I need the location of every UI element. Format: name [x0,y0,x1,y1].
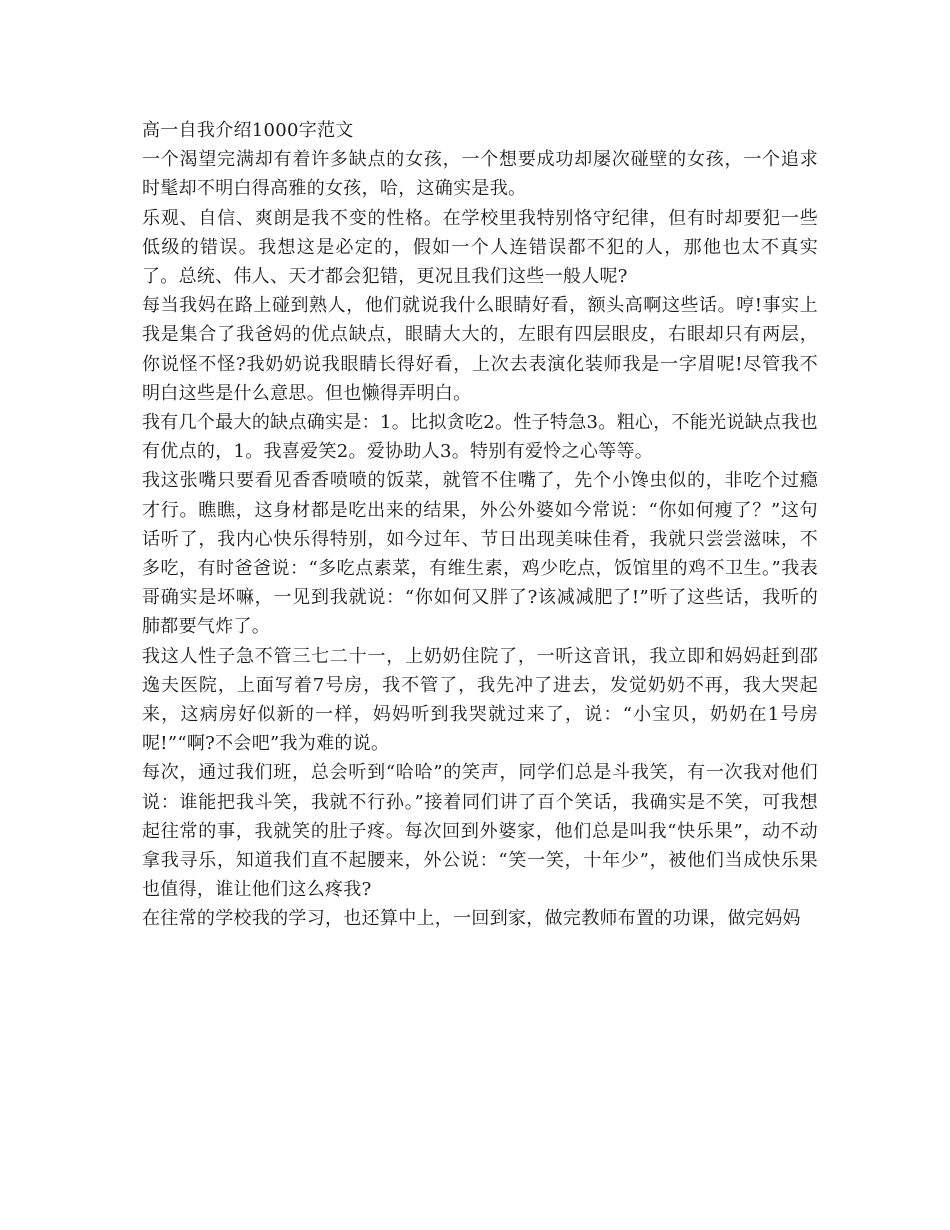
paragraph-intro: 一个渴望完满却有着许多缺点的女孩，一个想要成功却屡次碰壁的女孩，一个追求时髦却不明白得高雅的女孩，哈，这确实是我。 [142,149,818,200]
paragraph-study: 在往常的学校我的学习，也还算中上，一回到家，做完教师布置的功课，做完妈妈 [142,908,801,930]
paragraph-laughter: 每次，通过我们班，总会听到“哈哈”的笑声，同学们总是斗我笑，有一次我对他们说：谁能把我斗笑，我就不行孙。”接着同们讲了百个笑话，我确实是不笑，可我想起往常的事，我就笑的肚子疼。每次回到外婆家，他们总是叫我“快乐果”，动不动拿我寻乐，知道我们直不起腰来，外公说：“笑一笑，十年少”，被他们当成快乐果也值得，谁让他们这么疼我? [142,762,818,901]
document-body [142,116,818,934]
paragraph-personality: 乐观、自信、爽朗是我不变的性格。在学校里我特别恪守纪律，但有时却要犯一些低级的错误。我想这是必定的，假如一个人连错误都不犯的人，那他也太不真实了。总统、伟人、天才都会犯错，更况且我们这些一般人呢? [142,207,818,288]
paragraph-strengths-weaknesses: 我有几个最大的缺点确实是：1。比拟贪吃2。性子特急3。粗心，不能光说缺点我也有优点的，1。我喜爱笑2。爱协助人3。特别有爱怜之心等等。 [142,412,818,463]
paragraph-appearance: 每当我妈在路上碰到熟人，他们就说我什么眼睛好看，额头高啊这些话。哼!事实上我是集合了我爸妈的优点缺点，眼睛大大的，左眼有四层眼皮，右眼却只有两层，你说怪不怪?我奶奶说我眼睛长得好看，上次去表演化装师我是一字眉呢!尽管我不明白这些是什么意思。但也懒得弄明白。 [142,295,818,404]
paragraph-impatience: 我这人性子急不管三七二十一，上奶奶住院了，一听这音讯，我立即和妈妈赶到邵逸夫医院，上面写着7号房，我不管了，我先冲了进去，发觉奶奶不再，我大哭起来，这病房好似新的一样，妈妈听到我哭就过来了，说：“小宝贝，奶奶在1号房呢!”“啊?不会吧”我为难的说。 [142,645,818,755]
paragraph-eating: 我这张嘴只要看见香香喷喷的饭菜，就管不住嘴了，先个小馋虫似的，非吃个过瘾才行。瞧瞧，这身材都是吃出来的结果，外公外婆如今常说：“你如何瘦了？”这句话听了，我内心快乐得特别，如今过年、节日出现美味佳肴，我就只尝尝滋味，不多吃，有时爸爸说：“多吃点素菜，有维生素，鸡少吃点，饭馆里的鸡不卫生。”我表哥确实是坏嘛，一见到我就说：“你如何又胖了?该减减肥了!”听了这些话，我听的肺都要气炸了。 [142,470,818,638]
document-title: 高一自我介绍1000字范文 [142,120,354,141]
